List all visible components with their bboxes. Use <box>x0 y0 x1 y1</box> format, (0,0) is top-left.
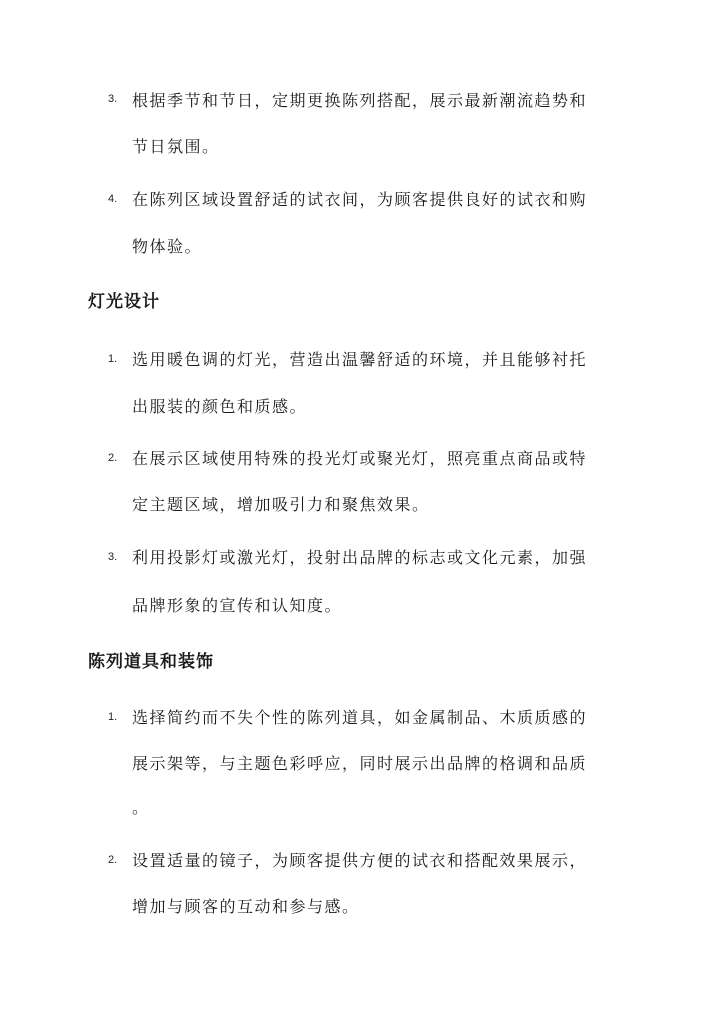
list-number: 1. <box>108 711 118 723</box>
list-text-line: 定主题区域，增加吸引力和聚焦效果。 <box>132 495 430 514</box>
list-text-line: 物体验。 <box>132 237 203 256</box>
list-text-line: 选择简约而不失个性的陈列道具，如金属制品、木质质感的 <box>132 708 588 727</box>
list-text-line: 出服装的颜色和质感。 <box>132 397 308 416</box>
list-text-line: 在陈列区域设置舒适的试衣间，为顾客提供良好的试衣和购 <box>132 190 588 209</box>
list-text-line: 利用投影灯或激光灯，投射出品牌的标志或文化元素，加强 <box>132 548 588 567</box>
list-text-line: 节日氛围。 <box>132 137 220 156</box>
section-heading-lighting: 灯光设计 <box>88 292 160 312</box>
list-number: 4. <box>108 193 118 205</box>
list-text-line: 设置适量的镜子，为顾客提供方便的试衣和搭配效果展示， <box>132 851 588 870</box>
list-number: 3. <box>108 93 118 105</box>
list-number: 1. <box>108 353 118 365</box>
list-text-line: 增加与顾客的互动和参与感。 <box>132 897 360 916</box>
list-text-line: 在展示区域使用特殊的投光灯或聚光灯，照亮重点商品或特 <box>132 449 588 468</box>
list-number: 3. <box>108 551 118 563</box>
list-text-line: 展示架等，与主题色彩呼应，同时展示出品牌的格调和品质 <box>132 754 588 773</box>
list-number: 2. <box>108 452 118 464</box>
list-text-line: 品牌形象的宣传和认知度。 <box>132 596 343 615</box>
list-text-line: 根据季节和节日，定期更换陈列搭配，展示最新潮流趋势和 <box>132 91 588 110</box>
list-text-line: 选用暖色调的灯光，营造出温馨舒适的环境，并且能够衬托 <box>132 350 588 369</box>
list-text-line: 。 <box>132 798 150 817</box>
list-number: 2. <box>108 854 118 866</box>
section-heading-props: 陈列道具和装饰 <box>88 652 214 672</box>
